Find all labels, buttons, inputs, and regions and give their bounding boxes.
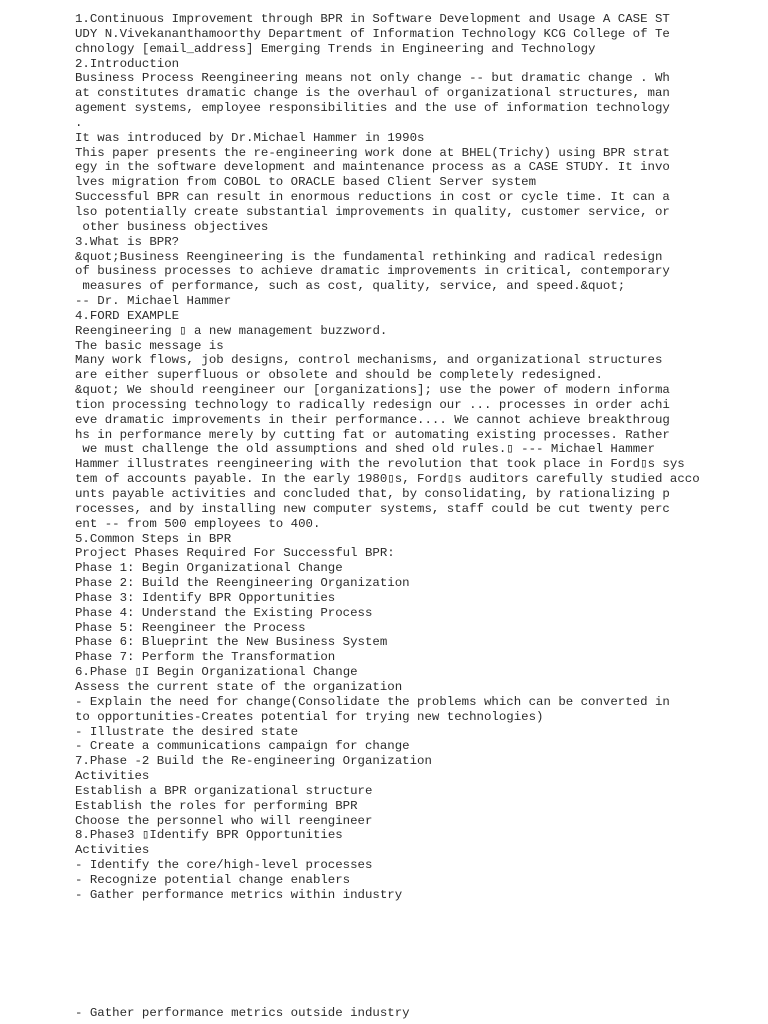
list-item: Establish a BPR organizational structure [75,783,373,798]
list-item: Phase 3: Identify BPR Opportunities [75,590,336,605]
list-item: - Create a communications campaign for change [75,739,410,754]
list-item: - Explain the need for change(Consolidate the problems which can be converted in [75,694,670,709]
text-line: Assess the current state of the organization [75,679,403,694]
text-line: Hammer illustrates reengineering with the revolution that took place in Ford▯s sys [75,457,685,472]
text-line: Project Phases Required For Successful BPR: [75,546,395,561]
text-line: Activities [75,769,150,784]
text-line: lves migration from COBOL to ORACLE based Client Server system [75,175,537,190]
text-line: other business objectives [75,219,269,234]
text-line: This paper presents the re-engineering work done at BHEL(Trichy) using BPR strat [75,145,670,160]
text-line: to opportunities-Creates potential for trying new technologies) [75,709,544,724]
text-line: are either superfluous or obsolete and should be completely redesigned. [75,368,603,383]
text-line: tem of accounts payable. In the early 1980▯s, Ford▯s auditors carefully studied acco [75,472,700,487]
text-line: Activities [75,843,150,858]
text-line: agement systems, employee responsibilities and the use of information technology [75,101,670,116]
text-line: Business Process Reengineering means not only change -- but dramatic change . Wh [75,71,670,86]
list-item: Choose the personnel who will reengineer [75,813,373,828]
text-line: Successful BPR can result in enormous reductions in cost or cycle time. It can a [75,190,670,205]
text-line: &quot;Business Reengineering is the fundamental rethinking and radical redesign [75,249,663,264]
text-line: &quot; We should reengineer our [organizations]; use the power of modern informa [75,383,670,398]
text-line: It was introduced by Dr.Michael Hammer in 1990s [75,130,425,145]
page-footer-line: - Gather performance metrics outside industry [75,1006,410,1020]
section-heading: 7.Phase -2 Build the Re-engineering Organization [75,754,432,769]
text-line: The basic message is [75,338,224,353]
text-line: unts payable activities and concluded that, by consolidating, by rationalizing p [75,487,670,501]
section-heading: 5.Common Steps in BPR [75,531,232,546]
section-heading: 6.Phase ▯I Begin Organizational Change [75,665,358,680]
list-item: Phase 2: Build the Reengineering Organization [75,576,410,591]
text-line: 1.Continuous Improvement through BPR in Software Development and Usage A CASE ST [75,12,670,26]
text-line: -- Dr. Michael Hammer [75,294,232,309]
text-line: ent -- from 500 employees to 400. [75,516,321,531]
text-line: UDY N.Vivekananthamoorthy Department of Information Technology KCG College of Te [75,26,670,41]
text-line: . [75,115,83,130]
list-item: - Gather performance metrics within industry [75,887,403,902]
list-item: - Illustrate the desired state [75,724,299,739]
list-item: Phase 1: Begin Organizational Change [75,561,343,576]
list-item: - Identify the core/high-level processes [75,858,373,873]
text-line: at constitutes dramatic change is the overhaul of organizational structures, man [75,86,670,101]
text-line: hs in performance merely by cutting fat or automating existing processes. Rather [75,427,670,442]
list-item: Phase 6: Blueprint the New Business System [75,635,388,650]
section-heading: 8.Phase3 ▯Identify BPR Opportunities [75,828,343,843]
text-line: measures of performance, such as cost, quality, service, and speed.&quot; [75,279,626,294]
text-line: lso potentially create substantial improvements in quality, customer service, or [75,204,670,219]
text-line: rocesses, and by installing new computer systems, staff could be cut twenty perc [75,501,670,516]
text-line: eve dramatic improvements in their performance.... We cannot achieve breakthroug [75,412,670,427]
text-line: of business processes to achieve dramatic improvements in critical, contemporary [75,264,670,279]
text-line: we must challenge the old assumptions and shed old rules.▯ --- Michael Hammer [75,442,656,457]
text-line: chnology [email_address] Emerging Trends in Engineering and Technology [75,41,596,56]
list-item: Phase 4: Understand the Existing Process [75,605,373,620]
text-line: tion processing technology to radically redesign our ... processes in order achi [75,397,670,412]
text-line: egy in the software development and maintenance process as a CASE STUDY. It invo [75,160,670,175]
list-item: - Recognize potential change enablers [75,872,351,887]
list-item: Phase 7: Perform the Transformation [75,650,336,665]
section-heading: 2.Introduction [75,56,180,71]
section-heading: 4.FORD EXAMPLE [75,308,180,323]
text-line: Reengineering ▯ a new management buzzword. [75,323,388,338]
text-line: Many work flows, job designs, control mechanisms, and organizational structures [75,353,663,368]
section-heading: 3.What is BPR? [75,234,180,249]
list-item: Establish the roles for performing BPR [75,798,358,813]
list-item: Phase 5: Reengineer the Process [75,620,306,635]
document-body [75,12,745,903]
